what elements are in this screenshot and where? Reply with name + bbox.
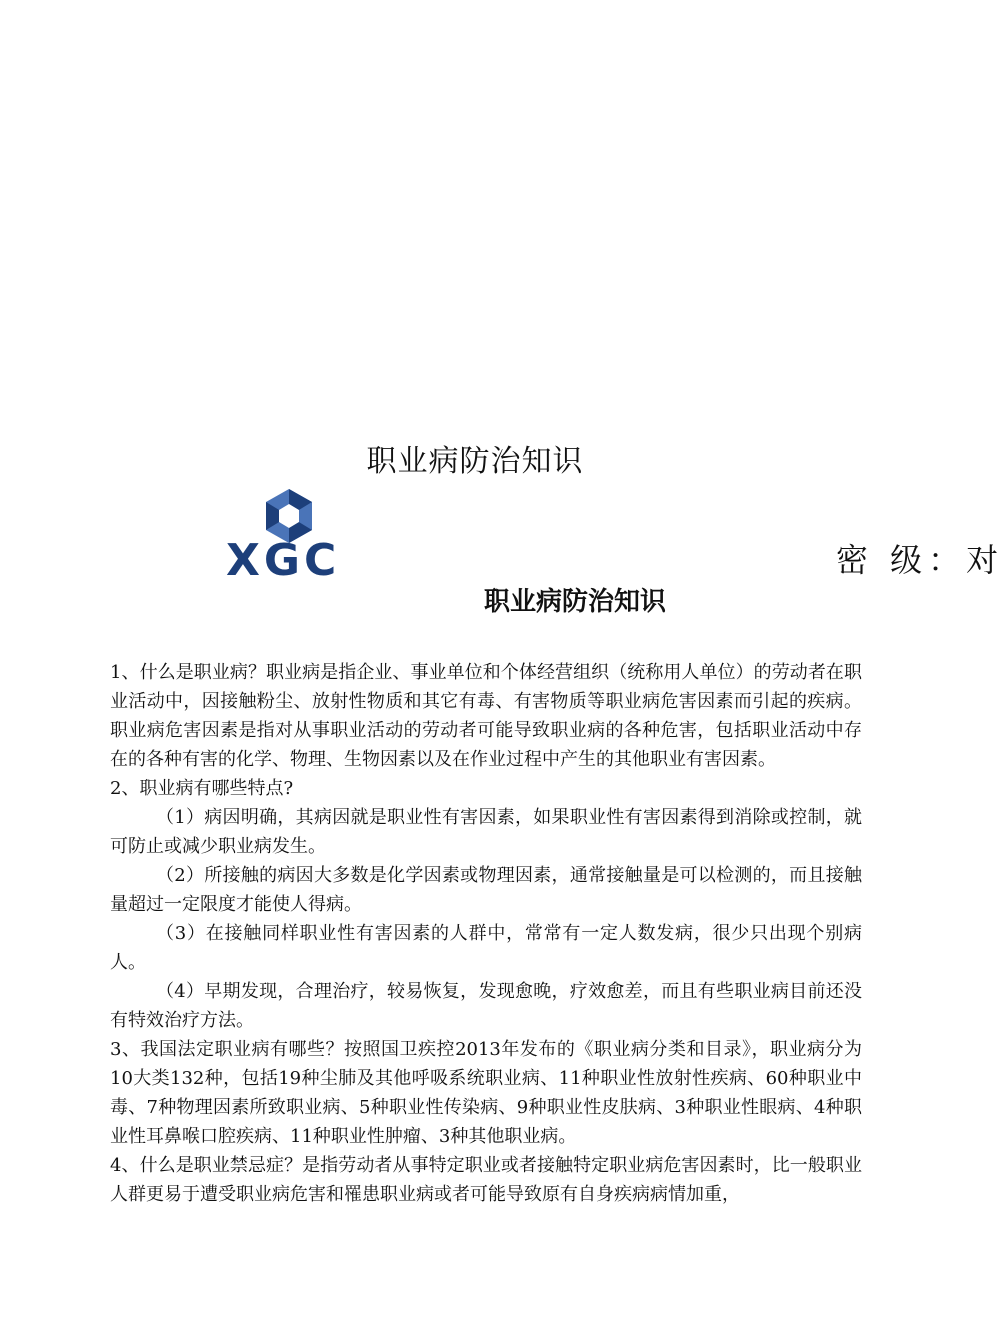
doc-subtitle: 职业病防治知识 [484,587,667,617]
paragraph: （1）病因明确，其病因就是职业性有害因素，如果职业性有害因素得到消除或控制，就可防止或减少职业病发生。 [110,807,862,857]
document-body [110,658,862,1209]
paragraph: （3）在接触同样职业性有害因素的人群中，常常有一定人数发病，很少只出现个别病人。 [110,923,862,973]
paragraph: （4）早期发现，合理治疗，较易恢复，发现愈晚，疗效愈差，而且有些职业病目前还没有特效治疗方法。 [110,981,862,1031]
logo-text: XGC [226,535,341,586]
paragraph: 3、我国法定职业病有哪些？按照国卫疾控2013年发布的《职业病分类和目录》，职业病分为10大类132种，包括19种尘肺及其他呼吸系统职业病、11种职业性放射性疾病、60种职业中毒、7种物理因素所致职业病、5种职业性传染病、9种职业性皮肤病、3种职业性眼病、4种职业性耳鼻喉口腔疾病、11种职业性肿瘤、3种其他职业病。 [110,1039,862,1147]
secret-level: 密 级：对 [836,541,1004,579]
paragraph: （2）所接触的病因大多数是化学因素或物理因素，通常接触量是可以检测的，而且接触量超过一定限度才能使人得病。 [110,865,862,915]
paragraph: 1、什么是职业病？职业病是指企业、事业单位和个体经营组织（统称用人单位）的劳动者在职业活动中，因接触粉尘、放射性物质和其它有毒、有害物质等职业病危害因素而引起的疾病。职业病危害因素是指对从事职业活动的劳动者可能导致职业病的各种危害，包括职业活动中存在的各种有害的化学、物理、生物因素以及在作业过程中产生的其他职业有害因素。 [110,662,862,770]
secret-level-container [820,530,1004,590]
paragraph: 4、什么是职业禁忌症？是指劳动者从事特定职业或者接触特定职业病危害因素时，比一般职业人群更易于遭受职业病危害和罹患职业病或者可能导致原有自身疾病病情加重， [110,1155,862,1205]
paragraph: 2、职业病有哪些特点? [110,778,294,799]
page-title: 职业病防治知识 [366,444,584,479]
